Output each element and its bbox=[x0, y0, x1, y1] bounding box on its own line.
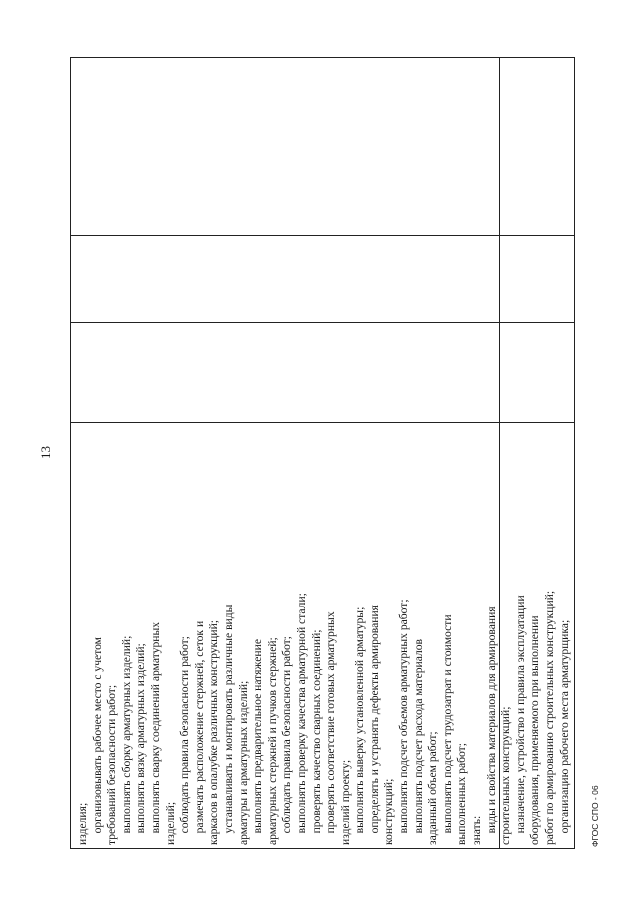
content-line: знать: bbox=[470, 815, 484, 845]
content-line: конструкций; bbox=[382, 778, 396, 845]
table-column-divider bbox=[71, 322, 574, 323]
content-line: выполнять вязку арматурных изделий; bbox=[134, 643, 148, 845]
content-line: каркасов в опалубке различных конструкций; bbox=[207, 620, 221, 845]
content-line: выполнять подсчет расхода материалов bbox=[411, 638, 425, 845]
content-line: арматуры и арматурных изделий; bbox=[236, 680, 250, 845]
content-line: изделия; bbox=[76, 802, 89, 845]
content-line: назначение, устройство и правила эксплуатации bbox=[513, 595, 527, 845]
competency-list bbox=[76, 420, 571, 845]
content-line: виды и свойства материалов для армирования bbox=[484, 606, 498, 845]
content-line: выполнять подсчет трудозатрат и стоимости bbox=[440, 614, 454, 845]
content-line: выполнять подсчет объемов арматурных работ; bbox=[397, 599, 411, 845]
content-line: определять и устранять дефекты армирования bbox=[367, 605, 381, 845]
content-line: требований безопасности работ; bbox=[105, 684, 119, 845]
content-line: проверять качество сварных соединений; bbox=[309, 629, 323, 845]
content-line: выполнять сварку соединений арматурных bbox=[148, 621, 162, 845]
content-line: организацию рабочего места арматурщика; bbox=[557, 619, 571, 845]
content-line: размечать расположение стержней, сеток и bbox=[192, 620, 206, 845]
content-line: проверять соответствие готовых арматурных bbox=[324, 611, 338, 845]
table-column-divider bbox=[71, 235, 574, 236]
content-line: арматурных стержней и пучков стержней; bbox=[265, 637, 279, 845]
content-line: строительных конструкций; bbox=[499, 706, 513, 845]
content-line: выполнять предварительное натяжение bbox=[251, 639, 265, 845]
content-line: устанавливать и монтировать различные виды bbox=[221, 604, 235, 845]
content-line: оборудования, применяемого при выполнении bbox=[528, 615, 542, 845]
content-line: выполнять проверку качества арматурной стали; bbox=[294, 593, 308, 845]
footer-code: ФГОС СПО - 06 bbox=[590, 785, 600, 847]
content-line: изделий проекту; bbox=[338, 759, 352, 845]
page-number: 13 bbox=[38, 446, 53, 459]
content-line: работ по армированию строительных конструкций; bbox=[543, 590, 556, 845]
content-line: организовывать рабочее место с учетом bbox=[90, 636, 104, 845]
content-line: выполнять выверку установленной арматуры; bbox=[353, 606, 367, 845]
content-line: заданный объем работ; bbox=[426, 731, 440, 845]
content-line: соблюдать правила безопасности работ; bbox=[280, 636, 294, 845]
content-line: выполнять сборку арматурных изделий; bbox=[119, 635, 133, 845]
content-line: изделий; bbox=[163, 801, 177, 845]
content-line: соблюдать правила безопасности работ; bbox=[178, 636, 192, 845]
content-line: выполненных работ; bbox=[455, 743, 469, 845]
